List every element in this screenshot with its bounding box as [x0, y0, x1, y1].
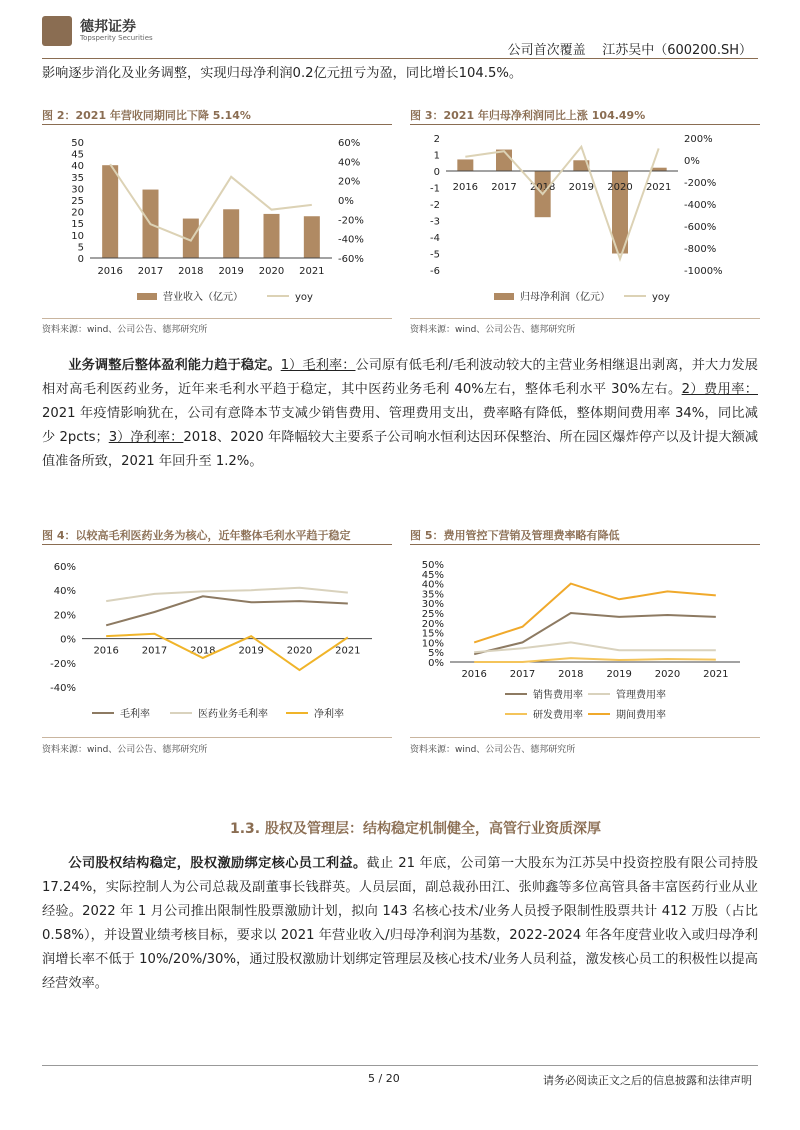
fig3-source: 资料来源：wind、公司公告、德邦研究所: [410, 325, 576, 335]
y-tick-label: -20%: [50, 658, 76, 670]
left-tick-label: 25: [71, 196, 84, 207]
fig4-title-rule: [42, 544, 392, 545]
y-tick-label: 15%: [421, 628, 444, 640]
report-info: 公司首次覆盖 江苏吴中（600200.SH）: [507, 43, 752, 58]
x-tick-label: 2017: [491, 182, 517, 193]
y-tick-label: 20%: [53, 610, 76, 622]
right-tick-label: -800%: [684, 244, 717, 255]
p1-marker-1: 1）毛利率：: [280, 358, 356, 373]
left-tick-label: -5: [430, 249, 440, 261]
fig2-source: 资料来源：wind、公司公告、德邦研究所: [42, 325, 208, 335]
fig4-source-rule: [42, 737, 392, 738]
p1-lead: 业务调整后整体盈利能力趋于稳定。: [68, 358, 281, 373]
legend-line-label: yoy: [295, 292, 313, 303]
x-tick-label: 2016: [93, 645, 119, 657]
fig5-source-rule: [410, 737, 760, 738]
y-tick-label: 35%: [421, 589, 444, 601]
left-tick-label: 0: [77, 254, 84, 265]
bar: [102, 165, 118, 258]
fig4-source: 资料来源：wind、公司公告、德邦研究所: [42, 745, 208, 755]
yoy-line: [110, 164, 312, 240]
fig4-title: 图 4：以较高毛利医药业务为核心，近年整体毛利水平趋于稳定: [42, 529, 351, 542]
left-tick-label: 35: [71, 172, 84, 184]
x-tick-label: 2021: [299, 266, 325, 277]
header-divider: [42, 58, 758, 59]
fig3-title: 图 3：2021 年归母净利润同比上涨 104.49%: [410, 109, 646, 122]
section-title: 1.3. 股权及管理层：结构稳定机制健全，高管行业资质深厚: [230, 821, 601, 837]
right-tick-label: -400%: [684, 200, 717, 211]
x-tick-label: 2019: [568, 182, 595, 193]
legend-bar-label: 归母净利润（亿元）: [520, 292, 610, 303]
right-tick-label: -20%: [338, 215, 364, 227]
legend-bar-swatch: [137, 293, 157, 300]
x-tick-label: 2019: [238, 645, 264, 657]
bar: [223, 209, 239, 258]
fig4-chart: [42, 550, 392, 730]
fig2-chart: [42, 128, 392, 313]
fig3-title-rule: [410, 124, 760, 125]
y-tick-label: 45%: [421, 569, 444, 581]
fig2-title-rule: [42, 124, 392, 125]
left-tick-label: 40: [71, 161, 84, 173]
y-tick-label: -40%: [50, 683, 76, 694]
series-line: [106, 596, 348, 625]
fig5-title-rule: [410, 544, 760, 545]
x-tick-label: 2020: [654, 669, 681, 680]
series-line: [474, 584, 716, 643]
profitability-paragraph: [42, 354, 758, 474]
y-tick-label: 10%: [421, 638, 444, 650]
x-tick-label: 2016: [461, 669, 487, 680]
y-tick-label: 0%: [428, 658, 444, 669]
footer-disclaimer: 请务必阅读正文之后的信息披露和法律声明: [543, 1074, 752, 1087]
p2-lead: 公司股权结构稳定，股权激励绑定核心员工利益。: [68, 856, 367, 871]
right-tick-label: 40%: [338, 157, 361, 169]
fig2-title: 图 2：2021 年营收同期同比下降 5.14%: [42, 109, 251, 122]
y-tick-label: 40%: [421, 579, 444, 591]
p1-marker-3: 3）净利率：: [108, 430, 184, 445]
y-tick-label: 40%: [53, 586, 76, 598]
p2-text: 截止 21 年底，公司第一大股东为江苏吴中投资控股有限公司持股 17.24%，实际控制人为公司总裁及副董事长钱群英。人员层面，副总裁孙田江、张帅鑫等多位高管具备丰富医药行业从业经验。2022 年 1 月公司推出限制性股票激励计划，拟向 143 名核心技术/业务人员授予限制性股票共计 412 万股（占比 0.58%），并设置业绩考核目标，要求以 2021 年营业收入/归母净利润为基数，2022-2024 年各年度营业收入或归母净利润增长率不低于 10%/20%/30%，通过股权激励计划绑定管理层及核心技术/业务人员利益，激发核心员工的积极性以提高经营效率。: [42, 856, 758, 991]
left-tick-label: 5: [77, 242, 84, 254]
y-tick-label: 30%: [421, 599, 444, 611]
fig5-chart: [410, 550, 760, 732]
x-tick-label: 2017: [509, 669, 536, 680]
yoy-line: [465, 147, 658, 259]
legend-line-label: yoy: [652, 292, 670, 303]
p1-marker-2: 2）费用率：: [681, 382, 758, 397]
legend-label: 净利率: [314, 709, 344, 720]
legend-bar-swatch: [494, 293, 514, 300]
legend-bar-label: 营业收入（亿元）: [163, 292, 243, 303]
right-tick-label: -60%: [338, 254, 364, 265]
left-tick-label: 20: [71, 207, 84, 219]
x-tick-label: 2016: [452, 182, 479, 193]
p1-text-1: 公司原有低毛利/毛利波动较大的主营业务相继退出剥离，并大力发展相对高毛利医药业务，近年来毛利水平趋于稳定，其中医药业务毛利 40%左右，整体毛利水平 30%左右。: [42, 358, 758, 397]
x-tick-label: 2019: [218, 266, 244, 277]
fig5-title: 图 5：费用管控下营销及管理费率略有降低: [410, 529, 620, 542]
x-tick-label: 2021: [645, 182, 672, 193]
legend-label: 毛利率: [120, 709, 150, 720]
legend-label: 期间费用率: [616, 710, 666, 721]
right-tick-label: -600%: [684, 222, 717, 233]
logo-english: Topsperity Securities: [80, 34, 153, 42]
left-tick-label: 10: [71, 230, 84, 242]
fig2-source-rule: [42, 318, 392, 319]
series-line: [474, 642, 716, 652]
x-tick-label: 2018: [190, 645, 216, 657]
bar: [264, 214, 280, 258]
page-number: 5 / 20: [368, 1072, 400, 1085]
left-tick-label: 2: [433, 134, 440, 145]
right-tick-label: 200%: [684, 134, 713, 145]
series-line: [474, 658, 716, 662]
logo-name: 德邦证券: [80, 19, 136, 35]
x-tick-label: 2021: [703, 669, 729, 680]
intro-paragraph: 影响逐步消化及业务调整，实现归母净利润0.2亿元扭亏为盈，同比增长104.5%。: [42, 66, 523, 81]
x-tick-label: 2018: [558, 669, 584, 680]
right-tick-label: -1000%: [684, 266, 723, 277]
right-tick-label: -40%: [338, 234, 364, 246]
x-tick-label: 2016: [97, 266, 123, 277]
company-logo-icon: [42, 16, 72, 46]
x-tick-label: 2017: [141, 645, 168, 657]
y-tick-label: 25%: [421, 609, 444, 620]
legend-label: 管理费用率: [616, 690, 666, 701]
p1-text-2: 2021 年疫情影响犹在，公司有意降本节支减少销售费用、管理费用支出，费率略有降低，整体期间费用率 34%，同比减少 2pcts；: [42, 406, 758, 445]
bar: [304, 216, 320, 258]
fig3-chart: [410, 128, 760, 313]
x-tick-label: 2019: [606, 669, 632, 680]
x-tick-label: 2020: [607, 182, 633, 193]
left-tick-label: 30: [71, 184, 84, 196]
right-tick-label: -200%: [684, 178, 717, 189]
p1-text-3: 2018、2020 年降幅较大主要系子公司响水恒利达因环保整治、所在园区爆炸停产以及计提大额减值准备所致，2021 年回升至 1.2%。: [42, 430, 759, 469]
equity-paragraph: [42, 852, 758, 996]
y-tick-label: 5%: [428, 648, 444, 660]
left-tick-label: -2: [430, 200, 440, 211]
footer-divider: [42, 1065, 758, 1066]
left-tick-label: -1: [430, 183, 440, 195]
series-line: [474, 613, 716, 654]
right-tick-label: 0%: [684, 156, 700, 167]
legend-label: 研发费用率: [533, 710, 583, 721]
x-tick-label: 2018: [178, 266, 204, 277]
y-tick-label: 50%: [421, 560, 444, 571]
left-tick-label: -6: [430, 266, 440, 277]
legend-label: 医药业务毛利率: [198, 709, 268, 720]
left-tick-label: 0: [433, 167, 440, 178]
left-tick-label: -3: [430, 216, 440, 228]
right-tick-label: 60%: [338, 138, 361, 149]
right-tick-label: 20%: [338, 176, 361, 188]
fig3-source-rule: [410, 318, 760, 319]
x-tick-label: 2021: [335, 645, 361, 657]
legend-label: 销售费用率: [533, 690, 583, 701]
left-tick-label: 15: [71, 219, 84, 231]
fig5-source: 资料来源：wind、公司公告、德邦研究所: [410, 745, 576, 755]
y-tick-label: 20%: [421, 618, 444, 630]
x-tick-label: 2017: [137, 266, 164, 277]
left-tick-label: -4: [430, 233, 440, 244]
left-tick-label: 1: [433, 150, 440, 162]
left-tick-label: 45: [71, 149, 84, 161]
right-tick-label: 0%: [338, 196, 354, 207]
left-tick-label: 50: [71, 138, 84, 149]
x-tick-label: 2020: [258, 266, 285, 277]
x-tick-label: 2020: [286, 645, 313, 657]
bar: [457, 159, 473, 171]
y-tick-label: 0%: [60, 634, 76, 646]
y-tick-label: 60%: [53, 562, 76, 573]
x-tick-label: 2018: [529, 182, 556, 193]
